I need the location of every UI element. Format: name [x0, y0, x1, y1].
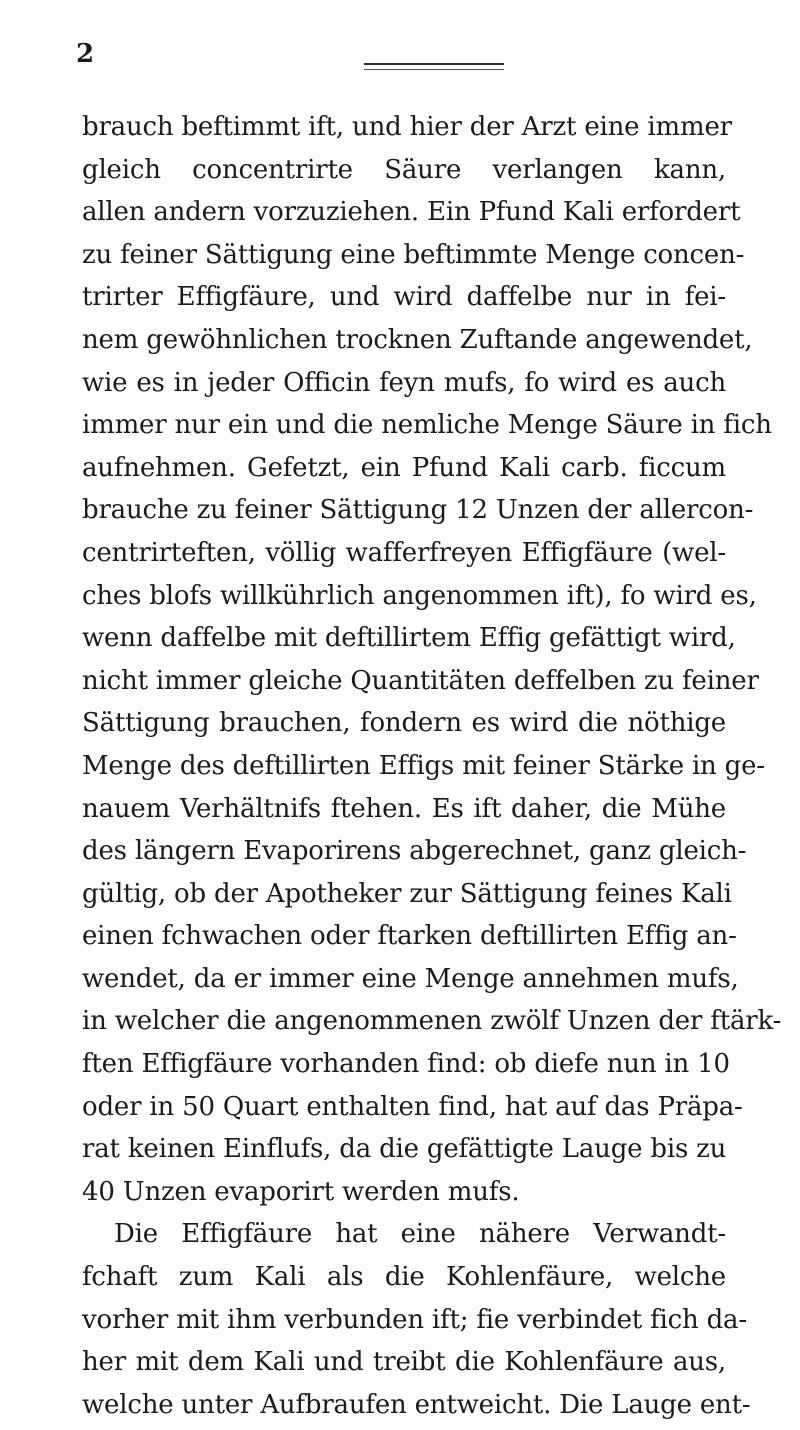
text-line: wie es in jeder Officin feyn mufs, fo wird es auch [82, 367, 726, 398]
text-line: gültig, ob der Apotheker zur Sättigung feines Kali [82, 878, 732, 909]
text-line: ften Effigfäure vorhanden find: ob diefe nun in 10 [82, 1049, 730, 1080]
text-line: rat keinen Einflufs, da die gefättigte Lauge bis zu [82, 1134, 727, 1165]
text-line: ches blofs willkührlich angenommen ift), fo wird es, [82, 580, 757, 611]
text-line: brauche zu feiner Sättigung 12 Unzen der allercon- [82, 495, 754, 526]
text-line: Sättigung brauchen, fondern es wird die nöthige [82, 708, 726, 739]
text-line: centrirteften, völlig wafferfreyen Effigfäure (wel- [82, 537, 726, 568]
text-line: nauem Verhältnifs ftehen. Es ift daher, die Mühe [82, 793, 726, 824]
text-line: welche unter Aufbraufen entweicht. Die Lauge ent- [82, 1389, 751, 1420]
text-line: brauch beftimmt ift, und hier der Arzt eine immer [82, 112, 732, 142]
text-line: fchaft zum Kali als die Kohlenfäure, welche [82, 1262, 726, 1293]
text-line: einen fchwachen oder ftarken deftillirten Effig an- [82, 921, 737, 952]
text-line: oder in 50 Quart enthalten find, hat auf das Präpa- [82, 1091, 743, 1122]
text-line: aufnehmen. Gefetzt, ein Pfund Kali carb. ficcum [82, 452, 726, 483]
body-text [82, 106, 782, 1426]
text-line: gleich concentrirte Säure verlangen kann, [82, 154, 726, 185]
text-line: des längern Evaporirens abgerechnet, ganz gleich- [82, 836, 747, 867]
text-line: wendet, da er immer eine Menge annehmen mufs, [82, 963, 739, 994]
text-line: immer nur ein und die nemliche Menge Säure in fich [82, 410, 772, 441]
text-line: her mit dem Kali und treibt die Kohlenfäure aus, [82, 1347, 726, 1378]
text-line: allen andern vorzuziehen. Ein Pfund Kali erfordert [82, 197, 741, 228]
header-rule-thin [364, 69, 504, 70]
text-line: Menge des deftillirten Effigs mit feiner Stärke in ge- [82, 750, 765, 781]
text-line: zu feiner Sättigung eine beftimmte Menge concen- [82, 239, 745, 270]
text-line: nem gewöhnlichen trocknen Zuftande angewendet, [82, 324, 753, 355]
text-line: nicht immer gleiche Quantitäten deffelben zu feiner [82, 665, 759, 696]
text-line-paragraph-end: 40 Unzen evaporirt werden mufs. [82, 1176, 520, 1207]
page-number: 2 [76, 39, 95, 69]
text-line: in welcher die angenommenen zwölf Unzen der ftärk- [82, 1006, 782, 1037]
text-line: trirter Effigfäure, und wird daffelbe nur in fei- [82, 282, 726, 313]
text-line: vorher mit ihm verbunden ift; fie verbindet fich da- [82, 1304, 747, 1335]
text-line: wenn daffelbe mit deftillirtem Effig gefättigt wird, [82, 623, 736, 654]
header-rule [364, 63, 504, 65]
text-line-paragraph-start: Die Effigfäure hat eine nähere Verwandt- [114, 1219, 726, 1250]
